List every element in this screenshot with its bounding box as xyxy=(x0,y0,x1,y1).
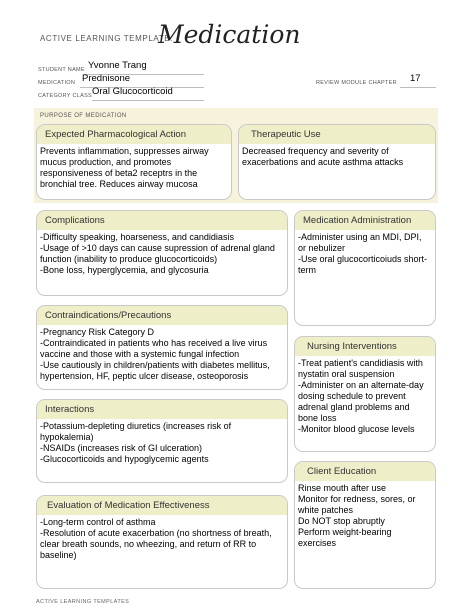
nursing-interventions-text[interactable]: -Treat patient's candidiasis with nystatin oral suspension -Administer on an alternate-day dosing schedule to prevent adrenal gland problems and bone loss -Monitor blood glucose levels xyxy=(298,358,424,434)
evaluation-card xyxy=(36,495,288,589)
interactions-text[interactable]: -Potassium-depleting diuretics (increases risk of hypokalemia) -NSAIDs (increases risk of GI ulceration) -Glucocorticoids and hypoglycemic agents xyxy=(40,421,232,464)
template-header xyxy=(40,20,440,54)
therapeutic-use-text[interactable]: Decreased frequency and severity of exacerbations and acute asthma attacks xyxy=(242,146,404,167)
review-module-value[interactable]: 17 xyxy=(410,73,421,84)
complications-card xyxy=(36,210,288,296)
review-module-line xyxy=(400,87,436,88)
evaluation-text[interactable]: -Long-term control of asthma -Resolution of acute exacerbation (no shortness of breath, clear breath sounds, no wheezing, and return of RR to baseline) xyxy=(40,517,272,560)
evaluation-title: Evaluation of Medication Effectiveness xyxy=(37,496,287,515)
nursing-interventions-card xyxy=(294,336,436,452)
review-module-label: REVIEW MODULE CHAPTER xyxy=(316,80,397,86)
complications-title: Complications xyxy=(37,211,287,230)
medication-value[interactable]: Prednisone xyxy=(82,73,131,84)
client-education-title: Client Education xyxy=(295,462,435,481)
therapeutic-use-title: Therapeutic Use xyxy=(239,125,435,144)
student-name-label: STUDENT NAME xyxy=(38,67,85,73)
client-education-text[interactable]: Rinse mouth after use Monitor for redness, sores, or white patches Do NOT stop abruptly Perform weight-bearing exercises xyxy=(298,483,416,548)
client-education-card xyxy=(294,461,436,589)
nursing-interventions-title: Nursing Interventions xyxy=(295,337,435,356)
category-class-value[interactable]: Oral Glucocorticoid xyxy=(92,86,173,97)
contraindications-card xyxy=(36,305,288,390)
expected-action-card xyxy=(36,124,232,200)
category-class-line xyxy=(92,100,204,101)
purpose-label: PURPOSE OF MEDICATION xyxy=(40,113,127,119)
interactions-title: Interactions xyxy=(37,400,287,419)
category-class-label: CATEGORY CLASS xyxy=(38,93,93,99)
template-prefix: ACTIVE LEARNING TEMPLATE: xyxy=(40,34,173,43)
contraindications-text[interactable]: -Pregnancy Risk Category D -Contraindicated in patients who has received a live virus vaccine and those with a systemic fungal infection -Use cautiously in children/patients with diabetes mellitus, hypertension, HF, peptic ulcer disease, osteoporosis xyxy=(40,327,270,381)
administration-text[interactable]: -Administer using an MDI, DPI, or nebulizer -Use oral glucocorticoiuds short- term xyxy=(298,232,428,275)
therapeutic-use-card xyxy=(238,124,436,200)
contraindications-title: Contraindications/Precautions xyxy=(37,306,287,325)
expected-action-text[interactable]: Prevents inflammation, suppresses airway mucus production, and promotes responsiveness of beta2 receptrs in the bronchial tree. Reduces airway mucosa xyxy=(40,146,209,189)
expected-action-title: Expected Pharmacological Action xyxy=(37,125,231,144)
student-name-value[interactable]: Yvonne Trang xyxy=(88,60,147,71)
medication-label: MEDICATION xyxy=(38,80,76,86)
page-title: Medication xyxy=(158,20,301,49)
administration-card xyxy=(294,210,436,326)
complications-text[interactable]: -Difficulty speaking, hoarseness, and candidiasis -Usage of >10 days can cause supression of adrenal gland function (inability to produce glucocorticoids) -Bone loss, hyperglycemia, and glycosuria xyxy=(40,232,275,275)
footer-text: ACTIVE LEARNING TEMPLATES xyxy=(36,599,130,605)
administration-title: Medication Administration xyxy=(295,211,435,230)
interactions-card xyxy=(36,399,288,483)
